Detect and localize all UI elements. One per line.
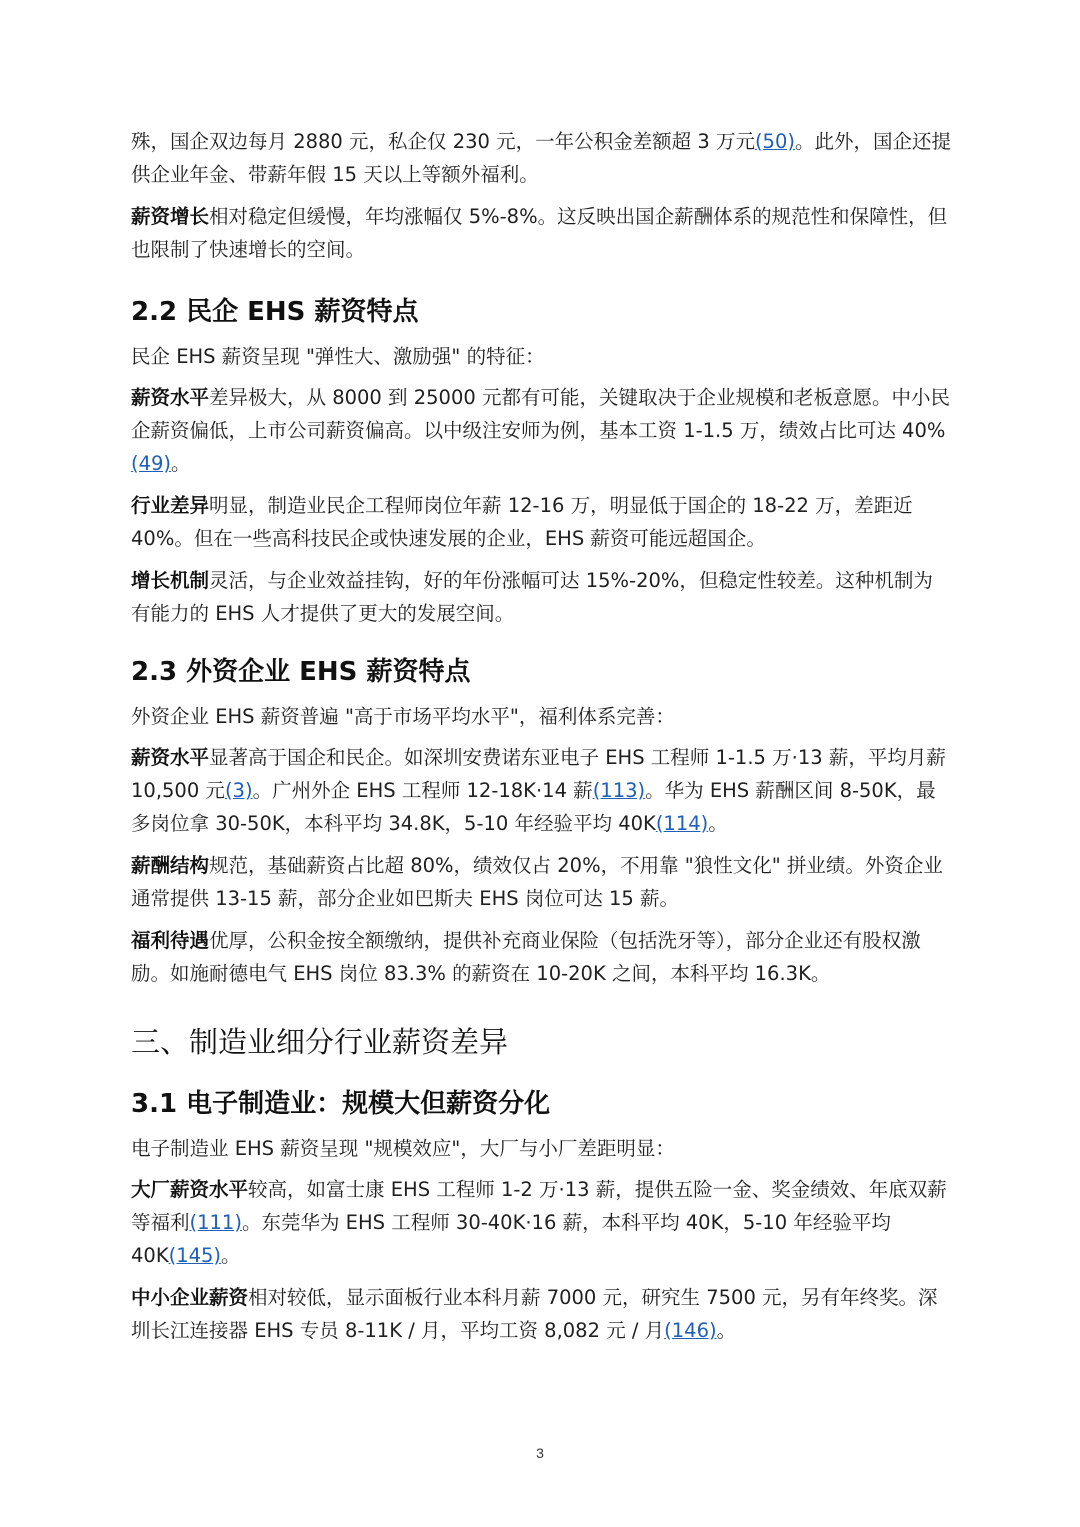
bold-term: 行业差异 — [131, 494, 210, 517]
paragraph — [131, 700, 951, 733]
paragraph — [131, 489, 951, 555]
paragraph — [131, 340, 951, 373]
document-body — [131, 125, 951, 1356]
paragraph-text: 民企 EHS 薪资呈现 "弹性大、激励强" 的特征： — [131, 345, 545, 368]
citation-link[interactable]: (111) — [189, 1211, 242, 1234]
paragraph-text: 灵活，与企业效益挂钩，好的年份涨幅可达 15%-20%，但稳定性较差。这种机制为有能力的 EHS 人才提供了更大的发展空间。 — [131, 569, 933, 625]
subsection-heading: 2.2 民企 EHS 薪资特点 — [131, 297, 419, 327]
paragraph-text: 。华为 EHS 薪酬区间 8-50K，最多岗位拿 30-50K，本科平均 34.8K，5-10 年经验平均 40K — [131, 779, 936, 835]
citation-link[interactable]: (3) — [224, 779, 253, 802]
paragraph-text: 优厚，公积金按全额缴纳，提供补充商业保险（包括洗牙等），部分企业还有股权激励。如施耐德电气 EHS 岗位 83.3% 的薪资在 10-20K 之间，本科平均 16.3K。 — [131, 929, 921, 985]
paragraph-text: 显著高于国企和民企。如深圳安费诺东亚电子 EHS 工程师 1-1.5 万·13 薪，平均月薪 10,500 元 — [131, 746, 946, 802]
bold-term: 薪资水平 — [131, 386, 210, 409]
paragraph — [131, 381, 951, 480]
paragraph — [131, 849, 951, 915]
section-heading: 三、制造业细分行业薪资差异 — [131, 1025, 509, 1059]
page-number: 3 — [536, 1445, 544, 1461]
subsection-heading: 2.3 外资企业 EHS 薪资特点 — [131, 657, 471, 687]
paragraph-text: 电子制造业 EHS 薪资呈现 "规模效应"，大厂与小厂差距明显： — [131, 1137, 675, 1160]
bold-term: 福利待遇 — [131, 929, 210, 952]
paragraph — [131, 564, 951, 630]
bold-term: 薪资水平 — [131, 746, 210, 769]
citation-link[interactable]: (50) — [754, 130, 795, 153]
paragraph — [131, 1281, 951, 1347]
paragraph — [131, 200, 951, 266]
citation-link[interactable]: (113) — [592, 779, 646, 802]
paragraph — [131, 924, 951, 990]
citation-link[interactable]: (114) — [655, 812, 709, 835]
paragraph-text: 规范，基础薪资占比超 80%，绩效仅占 20%，不用靠 "狼性文化" 拼业绩。外资企业通常提供 13-15 薪，部分企业如巴斯夫 EHS 岗位可达 15 薪。 — [131, 854, 943, 910]
paragraph-text: 。此外，国企还提供企业年金、带薪年假 15 天以上等额外福利。 — [131, 130, 951, 186]
paragraph-text: 相对较低，显示面板行业本科月薪 7000 元，研究生 7500 元，另有年终奖。深圳长江连接器 EHS 专员 8-11K / 月，平均工资 8,082 元 / 月 — [131, 1286, 938, 1342]
paragraph-text: 。 — [171, 452, 191, 475]
paragraph — [131, 1132, 951, 1165]
paragraph-text: 殊，国企双边每月 2880 元，私企仅 230 元，一年公积金差额超 3 万元 — [131, 130, 755, 153]
paragraph-text: 。东莞华为 EHS 工程师 30-40K·16 薪，本科平均 40K，5-10 年经验平均 40K — [131, 1211, 891, 1267]
paragraph — [131, 741, 951, 840]
bold-term: 薪酬结构 — [131, 854, 210, 877]
paragraph-text: 。广州外企 EHS 工程师 12-18K·14 薪 — [252, 779, 593, 802]
paragraph-text: 。 — [716, 1319, 737, 1342]
citation-link[interactable]: (49) — [131, 452, 172, 475]
bold-term: 薪资增长 — [131, 205, 210, 228]
paragraph — [131, 1173, 951, 1272]
bold-term: 大厂薪资水平 — [131, 1178, 249, 1201]
paragraph-text: 较高，如富士康 EHS 工程师 1-2 万·13 薪，提供五险一金、奖金绩效、年底双薪等福利 — [131, 1178, 947, 1234]
paragraph-text: 。 — [221, 1244, 241, 1267]
paragraph-text: 外资企业 EHS 薪资普遍 "高于市场平均水平"，福利体系完善： — [131, 705, 675, 728]
paragraph-text: 明显，制造业民企工程师岗位年薪 12-16 万，明显低于国企的 18-22 万，差距近 40%。但在一些高科技民企或快速发展的企业，EHS 薪资可能远超国企。 — [131, 494, 913, 550]
paragraph-text: 差异极大，从 8000 到 25000 元都有可能，关键取决于企业规模和老板意愿。中小民企薪资偏低，上市公司薪资偏高。以中级注安师为例，基本工资 1-1.5 万，绩效占比可达 40% — [131, 386, 950, 442]
paragraph-text: 。 — [708, 812, 728, 835]
citation-link[interactable]: (145) — [168, 1244, 222, 1267]
paragraph — [131, 125, 951, 191]
bold-term: 中小企业薪资 — [131, 1286, 249, 1309]
bold-term: 增长机制 — [131, 569, 210, 592]
paragraph-text: 相对稳定但缓慢，年均涨幅仅 5%-8%。这反映出国企薪酬体系的规范性和保障性，但也限制了快速增长的空间。 — [131, 205, 948, 261]
subsection-heading: 3.1 电子制造业：规模大但薪资分化 — [131, 1089, 551, 1119]
citation-link[interactable]: (146) — [664, 1319, 717, 1342]
